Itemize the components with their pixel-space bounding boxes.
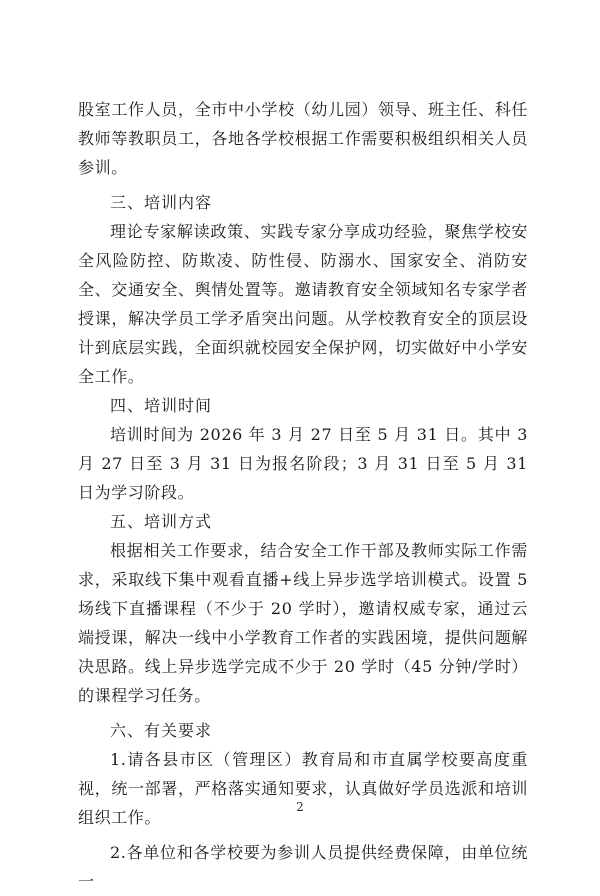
paragraph-training-content: 理论专家解读政策、实践专家分享成功经验，聚焦学校安全风险防控、防欺凌、防性侵、防溺水、国家安全、消防安全、交通安全、舆情处置等。邀请教育安全领域知名专家学者授课，解决学员工学矛盾突出问题。从学校教育安全的顶层设计到底层实践，全面织就校园安全保护网，切实做好中小学安全工作。 — [78, 222, 528, 386]
paragraph-requirement-2: 2.各单位和各学校要为参训人员提供经费保障，由单位统一 — [78, 843, 528, 891]
paragraph-requirement-1: 1.请各县市区（管理区）教育局和市直属学校要高度重视，统一部署，严格落实通知要求，认真做好学员选派和培训组织工作。 — [78, 750, 528, 827]
paragraph-training-time: 培训时间为 2026 年 3 月 27 日至 5 月 31 日。其中 3 月 27 日至 3 月 31 日为报名阶段；3 月 31 日至 5 月 31 日为学习阶段。 — [78, 425, 528, 502]
document-body — [78, 95, 528, 896]
paragraph-training-method: 根据相关工作要求，结合安全工作干部及教师实际工作需求，采取线下集中观看直播+线上异步选学培训模式。设置 5 场线下直播课程（不少于 20 学时），邀请权威专家，通过云端授课，解决一线中小学教育工作者的实践困境，提供问题解决思路。线上异步选学完成不少于 20 学时（45 分钟/学时）的课程学习任务。 — [78, 541, 528, 705]
page-number: 2 — [296, 800, 304, 814]
section-heading-requirements: 六、有关要求 — [110, 721, 213, 740]
paragraph-participants-cont: 股室工作人员，全市中小学校（幼儿园）领导、班主任、科任教师等教职员工，各地各学校根据工作需要积极组织相关人员参训。 — [78, 100, 528, 177]
section-heading-training-method: 五、培训方式 — [110, 512, 213, 531]
section-heading-training-time: 四、培训时间 — [110, 396, 213, 415]
section-heading-training-content: 三、培训内容 — [110, 193, 213, 212]
